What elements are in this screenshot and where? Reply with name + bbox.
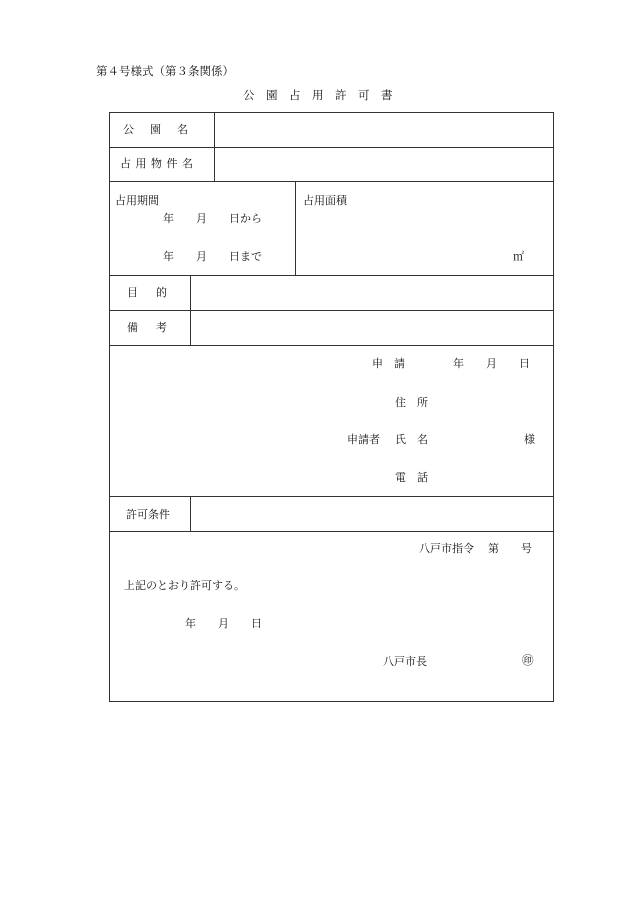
seal-icon: ㊞ bbox=[522, 653, 534, 667]
object-name-field[interactable] bbox=[216, 148, 551, 180]
mayor-label: 八戸市長 bbox=[383, 655, 427, 668]
area-unit: ㎡ bbox=[513, 250, 524, 263]
area-label: 占用面積 bbox=[303, 194, 347, 207]
divider bbox=[190, 496, 191, 531]
park-name-label: 公園名 bbox=[123, 123, 204, 136]
period-label: 占用期間 bbox=[115, 194, 159, 207]
phone-label: 電 話 bbox=[395, 471, 428, 484]
divider bbox=[109, 345, 553, 346]
remarks-label: 備考 bbox=[127, 321, 185, 334]
order-prefix: 八戸市指令 bbox=[419, 542, 474, 555]
period-from: 年 月 日から bbox=[163, 212, 262, 225]
conditions-label: 許可条件 bbox=[126, 508, 170, 521]
remarks-field[interactable] bbox=[192, 311, 551, 344]
divider bbox=[109, 181, 553, 182]
divider bbox=[214, 112, 215, 181]
object-name-label: 占用物件名 bbox=[120, 157, 198, 170]
purpose-label: 目的 bbox=[127, 286, 185, 299]
form-number: 第４号様式（第３条関係） bbox=[96, 64, 234, 78]
name-label: 氏 名 bbox=[395, 433, 428, 446]
divider bbox=[109, 531, 553, 532]
address-label: 住 所 bbox=[395, 396, 428, 409]
divider bbox=[190, 275, 191, 345]
permit-date: 年 月 日 bbox=[185, 617, 262, 630]
purpose-field[interactable] bbox=[192, 276, 551, 309]
honorific: 様 bbox=[524, 433, 535, 446]
park-name-field[interactable] bbox=[216, 113, 551, 146]
conditions-field[interactable] bbox=[192, 497, 551, 530]
period-to: 年 月 日まで bbox=[163, 250, 262, 263]
applicant-label: 申請者 bbox=[347, 433, 380, 446]
order-number-label: 第 号 bbox=[488, 542, 532, 555]
apply-label: 申 請 bbox=[372, 357, 405, 370]
apply-date: 年 月 日 bbox=[453, 357, 530, 370]
divider bbox=[295, 181, 296, 275]
page-title: 公 園 占 用 許 可 書 bbox=[243, 88, 393, 102]
permit-statement: 上記のとおり許可する。 bbox=[124, 579, 245, 592]
